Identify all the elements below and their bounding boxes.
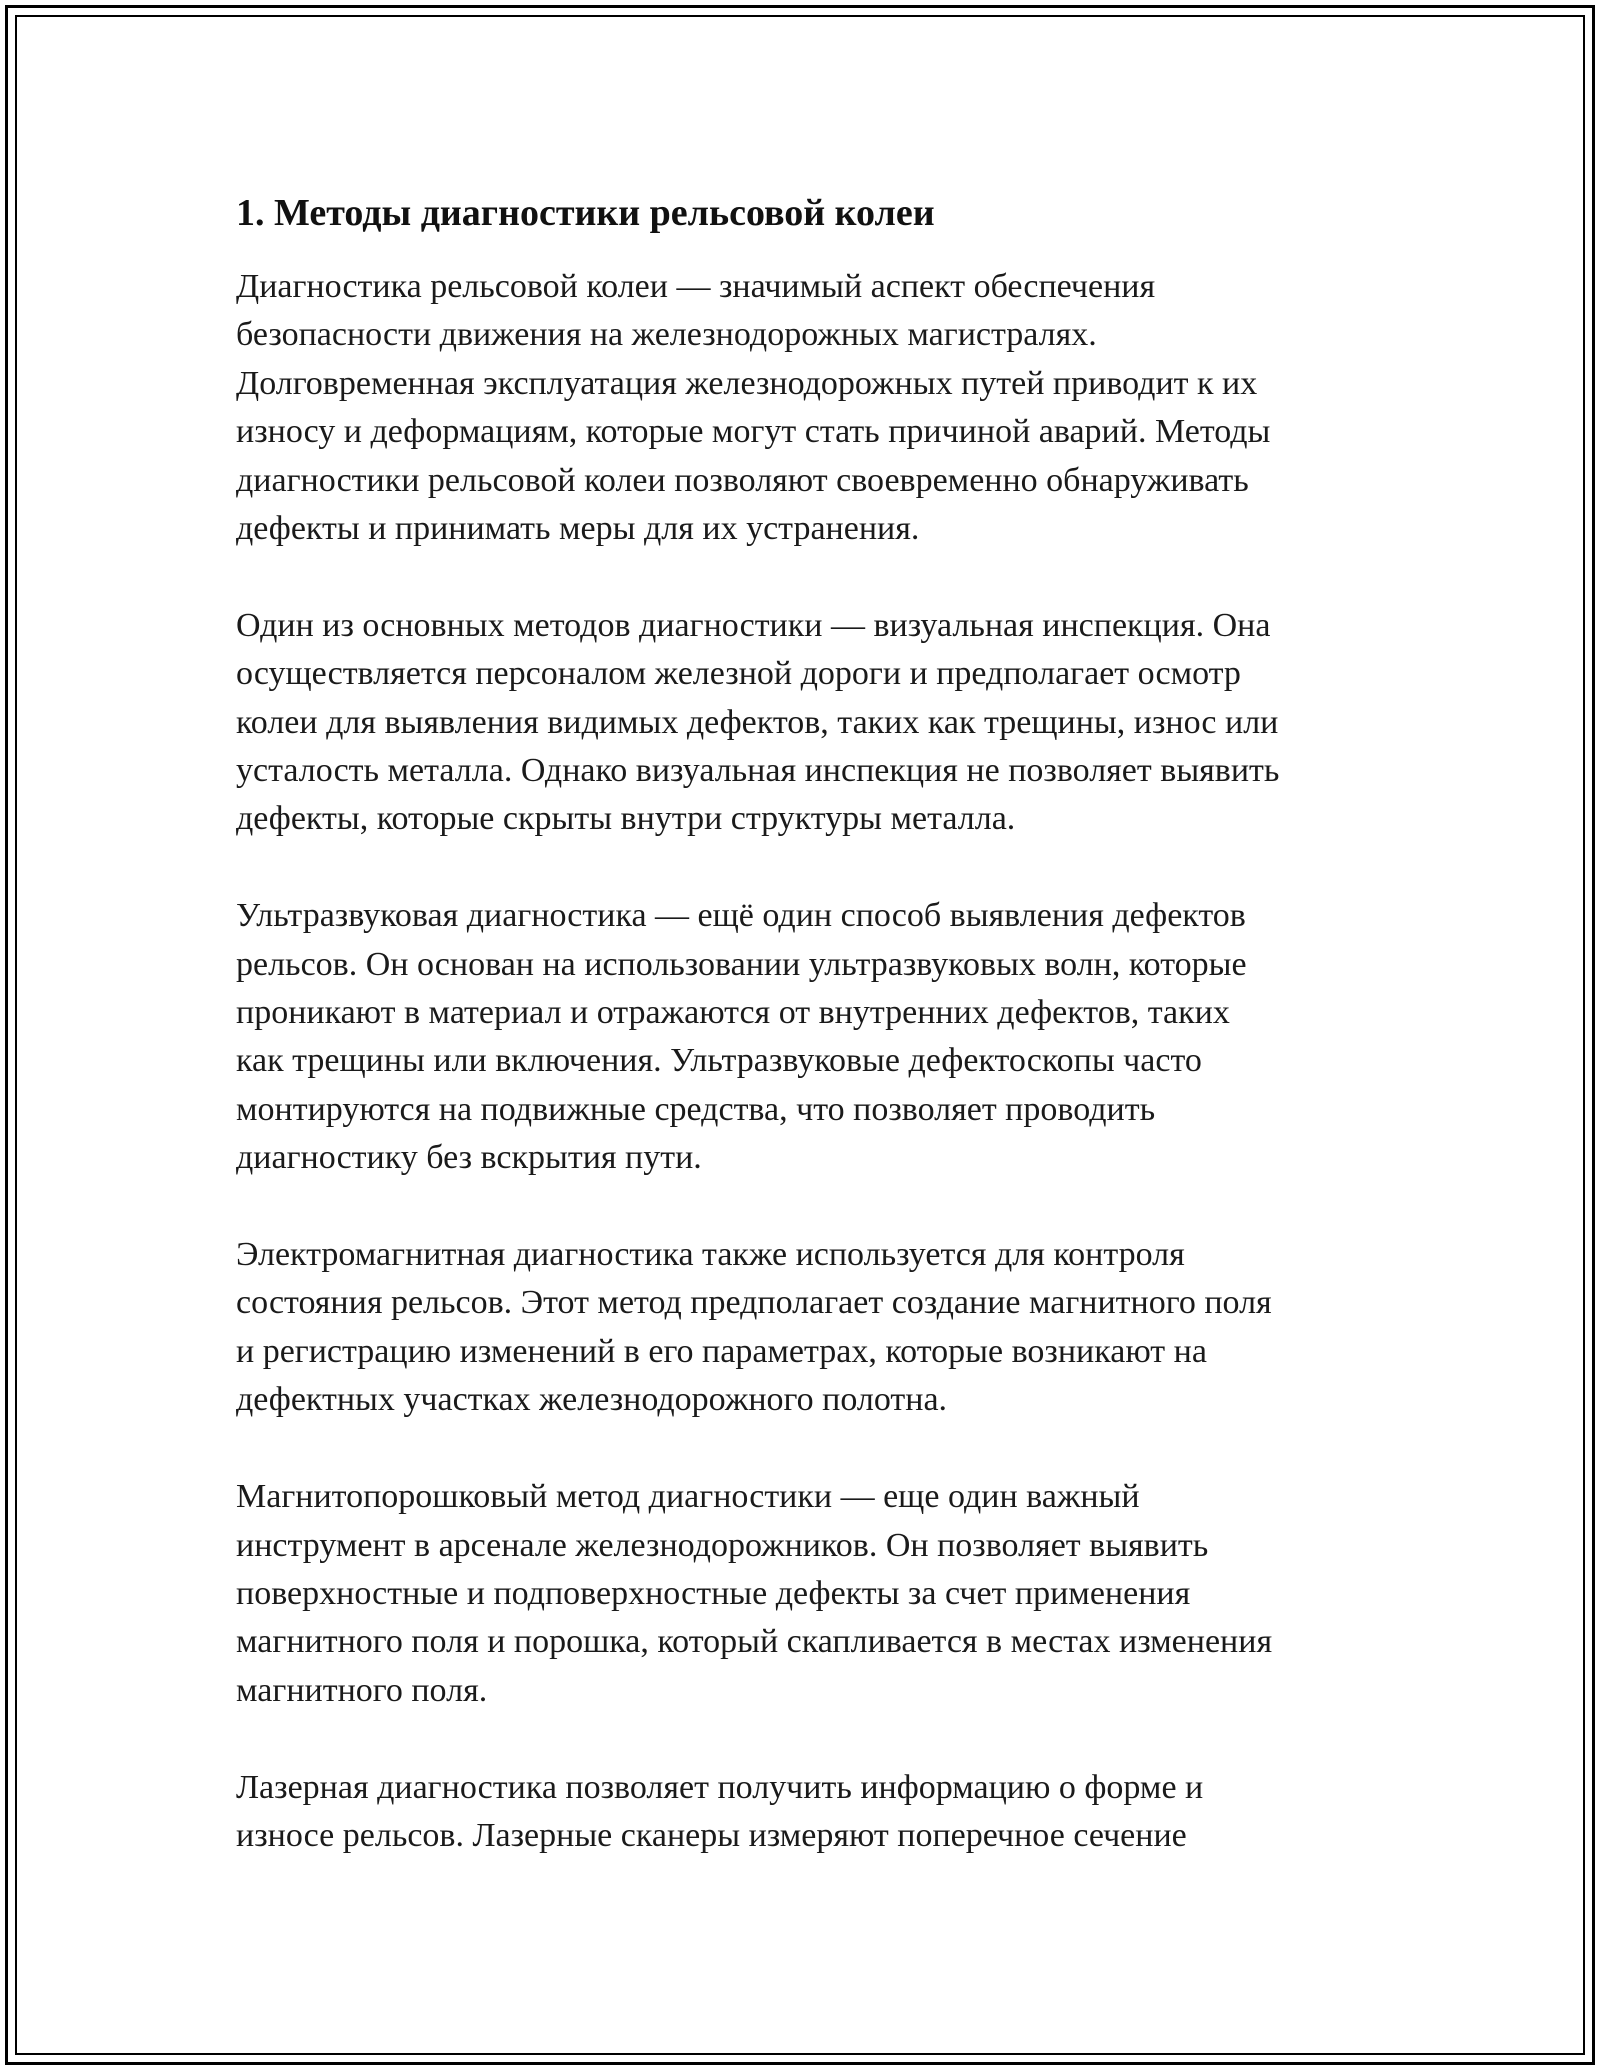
text-line: магнитного поля. xyxy=(236,1671,488,1709)
text-line: диагностику без вскрытия пути. xyxy=(236,1139,702,1177)
text-line: рельсов. Он основан на использовании ультразвуковых волн, которые xyxy=(236,945,1247,983)
text-line: и регистрацию изменений в его параметрах, которые возникают на xyxy=(236,1332,1207,1370)
text-line: состояния рельсов. Этот метод предполагает создание магнитного поля xyxy=(236,1284,1272,1322)
text-line: Ультразвуковая диагностика — ещё один способ выявления дефектов xyxy=(236,897,1246,935)
text-line: безопасности движения на железнодорожных магистралях. xyxy=(236,316,1097,354)
text-line: дефектных участках железнодорожного полотна. xyxy=(236,1381,948,1419)
text-line: Диагностика рельсовой колеи — значимый аспект обеспечения xyxy=(236,268,1156,305)
paragraph-intro xyxy=(236,263,1376,553)
paragraph-electromagnetic xyxy=(236,1231,1376,1425)
text-line: дефекты, которые скрыты внутри структуры металла. xyxy=(236,800,1016,838)
text-line: осуществляется персоналом железной дороги и предполагает осмотр xyxy=(236,655,1241,693)
text-line: усталость металла. Однако визуальная инспекция не позволяет выявить xyxy=(236,752,1280,790)
text-line: Электромагнитная диагностика также используется для контроля xyxy=(236,1236,1185,1274)
text-line: колеи для выявления видимых дефектов, таких как трещины, износ или xyxy=(236,703,1279,741)
text-line: Магнитопорошковый метод диагностики — еще один важный xyxy=(236,1478,1140,1516)
paragraph-magnetic-particle xyxy=(236,1473,1376,1715)
text-line: Долговременная эксплуатация железнодорожных путей приводит к их xyxy=(236,364,1258,402)
text-line: износе рельсов. Лазерные сканеры измеряют поперечное сечение xyxy=(236,1816,1187,1854)
text-line: износу и деформациям, которые могут стать причиной аварий. Методы xyxy=(236,413,1271,451)
text-line: монтируются на подвижные средства, что позволяет проводить xyxy=(236,1090,1156,1128)
text-line: Лазерная диагностика позволяет получить информацию о форме и xyxy=(236,1768,1204,1806)
paragraph-ultrasonic xyxy=(236,892,1376,1182)
section-heading: 1. Методы диагностики рельсовой колеи xyxy=(236,192,935,234)
text-line: как трещины или включения. Ультразвуковые дефектоскопы часто xyxy=(236,1042,1202,1080)
text-line: инструмент в арсенале железнодорожников. Он позволяет выявить xyxy=(236,1526,1209,1564)
text-line: дефекты и принимать меры для их устранения. xyxy=(236,510,920,548)
paragraph-visual-inspection xyxy=(236,602,1376,844)
text-line: магнитного поля и порошка, который скапливается в местах изменения xyxy=(236,1623,1273,1661)
paragraph-laser xyxy=(236,1764,1376,1861)
text-line: Один из основных методов диагностики — визуальная инспекция. Она xyxy=(236,606,1271,644)
document-body xyxy=(236,185,1376,1909)
text-line: диагностики рельсовой колеи позволяют своевременно обнаруживать xyxy=(236,461,1249,499)
text-line: поверхностные и подповерхностные дефекты за счет применения xyxy=(236,1574,1191,1612)
text-line: проникают в материал и отражаются от внутренних дефектов, таких xyxy=(236,994,1230,1032)
